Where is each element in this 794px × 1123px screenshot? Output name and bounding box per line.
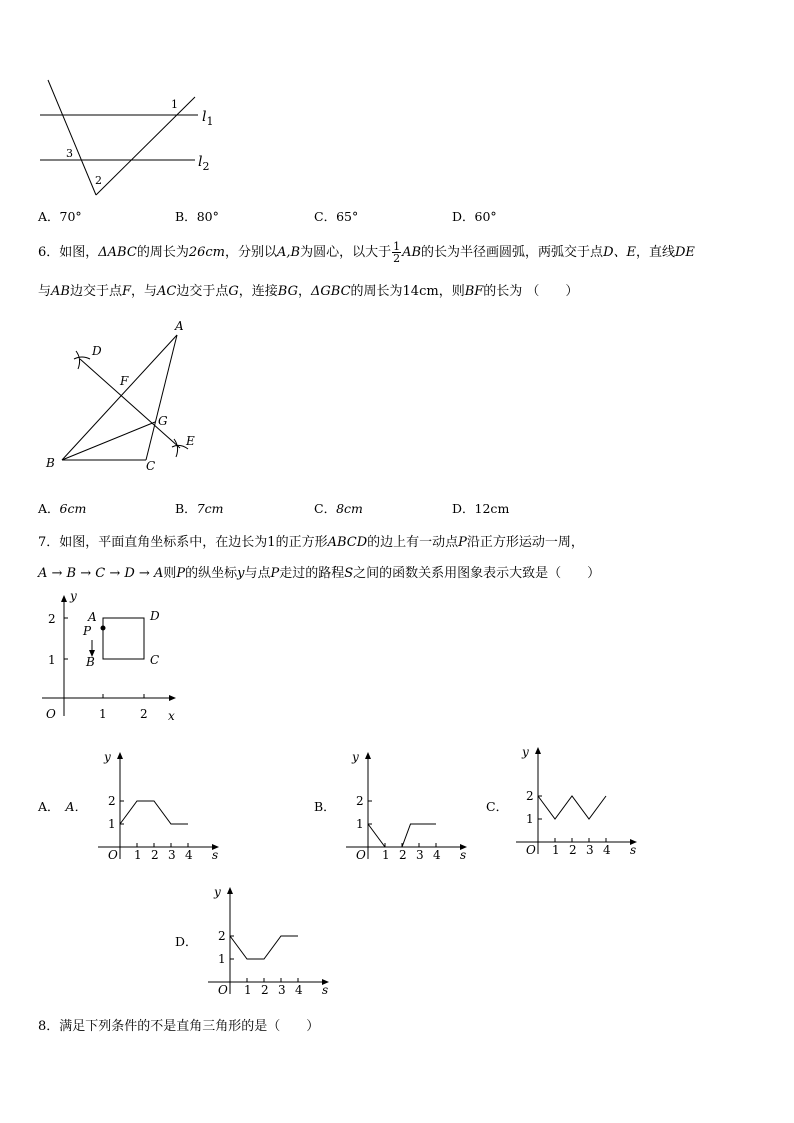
q8-stem: 8．满足下列条件的不是直角三角形的是（ ） (38, 1019, 320, 1034)
y-tick-label-1: 1 (48, 653, 56, 667)
graph-option-a (96, 745, 226, 865)
s-tick-label: 1 (552, 843, 560, 857)
s-tick-label: 4 (185, 848, 193, 862)
square-abcd (103, 618, 144, 659)
s-tick-label: 3 (168, 848, 176, 862)
angle-1-label: 1 (171, 98, 178, 111)
q6-stem-line2: 与AB边交于点F，与AC边交于点G，连接BG，ΔGBC的周长为14cm，则BF的长为 （ ） (38, 284, 579, 299)
point-a-label: A (88, 610, 97, 624)
origin-label: O (356, 848, 366, 862)
arc-e (174, 439, 178, 457)
graph-curve (230, 936, 298, 959)
parallel-lines-figure (30, 75, 230, 200)
q6-option-d[interactable]: D．12cm (452, 501, 510, 516)
transversal-left (48, 80, 96, 195)
origin-label: O (218, 983, 228, 997)
s-tick-label: 4 (433, 848, 441, 862)
point-c-label: C (146, 459, 156, 473)
y-tick-label: 1 (356, 817, 364, 831)
y-label: y (70, 589, 77, 603)
point-p (101, 626, 106, 631)
point-d-label: D (150, 609, 160, 623)
q5-option-b[interactable]: B．80° (175, 209, 219, 224)
q5-option-a[interactable]: A．70° (38, 209, 82, 224)
s-tick-label: 3 (416, 848, 424, 862)
s-tick-label: 3 (278, 983, 286, 997)
q7-stem-line1: 7．如图，平面直角坐标系中，在边长为1的正方形ABCD的边上有一动点P沿正方形运动一周， (38, 535, 584, 550)
arc-d (76, 351, 80, 369)
q7-option-d[interactable]: D． (175, 934, 198, 949)
l1-label: $l_1$ (202, 109, 214, 128)
q5-option-c[interactable]: C．65° (314, 209, 359, 224)
y-label: y (214, 885, 221, 899)
s-tick-label: 2 (399, 848, 407, 862)
point-b-label: B (86, 655, 95, 669)
y-tick-label: 2 (356, 794, 364, 808)
graph-option-c (514, 740, 644, 865)
s-tick-label: 2 (151, 848, 159, 862)
q7-option-c[interactable]: C． (486, 799, 509, 814)
graph-option-d (206, 880, 336, 1000)
origin-label: O (108, 848, 118, 862)
point-c-label: C (150, 653, 160, 667)
x-label: x (168, 709, 175, 723)
q7-option-b[interactable]: B． (314, 799, 336, 814)
arc-d2 (74, 357, 90, 359)
y-tick-label: 1 (526, 812, 534, 826)
s-label: s (460, 848, 467, 862)
y-tick-label: 2 (526, 789, 534, 803)
point-b-label: B (46, 456, 55, 470)
point-g-label: G (158, 414, 168, 428)
q6-option-c[interactable]: C．8cm (314, 501, 363, 516)
x-tick-label-1: 1 (99, 707, 107, 721)
q6-option-b[interactable]: B．7cm (175, 501, 224, 516)
angle-3-label: 3 (66, 147, 73, 160)
segment-bg (62, 422, 155, 460)
s-tick-label: 1 (244, 983, 252, 997)
s-label: s (630, 843, 637, 857)
q7-option-a[interactable]: A． A． (38, 799, 88, 814)
y-tick-label: 1 (218, 952, 226, 966)
y-label: y (104, 750, 111, 764)
s-tick-label: 2 (569, 843, 577, 857)
y-label: y (352, 750, 359, 764)
graph-curve (120, 801, 188, 824)
origin-label: O (46, 707, 56, 721)
x-tick-label-2: 2 (140, 707, 148, 721)
point-d-label: D (92, 344, 102, 358)
y-tick-label: 1 (108, 817, 116, 831)
side-ab (62, 335, 177, 460)
s-tick-label: 3 (586, 843, 594, 857)
q5-option-d[interactable]: D．60° (452, 209, 497, 224)
angle-2-label: 2 (95, 174, 102, 187)
coordinate-square-figure (40, 588, 190, 728)
s-label: s (212, 848, 219, 862)
point-e-label: E (186, 434, 195, 448)
s-tick-label: 4 (295, 983, 303, 997)
point-p-label: P (83, 624, 92, 638)
y-tick-label-2: 2 (48, 612, 56, 626)
s-tick-label: 2 (261, 983, 269, 997)
origin-label: O (526, 843, 536, 857)
q6-option-a[interactable]: A．6cm (38, 501, 87, 516)
graph-curve (538, 796, 606, 819)
q6-stem-line1: 6．如图，ΔABC的周长为26cm，分别以A,B为圆心，以大于 $\frac{1}{2}$ AB的长为半径画圆弧，两弧交于点D、E，直线DE (38, 240, 695, 265)
s-tick-label: 1 (134, 848, 142, 862)
transversal-right (96, 97, 195, 195)
y-tick-label: 2 (108, 794, 116, 808)
y-tick-label: 2 (218, 929, 226, 943)
graph-option-b (344, 745, 474, 865)
point-f-label: F (120, 374, 129, 388)
triangle-construction-figure (40, 315, 210, 475)
y-label: y (522, 745, 529, 759)
q7-stem-line2: A → B → C → D → A则P的纵坐标y与点P走过的路程S之间的函数关系用图象表示大致是（ ） (38, 566, 601, 581)
s-tick-label: 4 (603, 843, 611, 857)
line-de (80, 359, 180, 448)
fraction-one-half: $\frac{1}{2}$ (393, 240, 401, 265)
s-tick-label: 1 (382, 848, 390, 862)
point-a-label: A (175, 319, 184, 333)
l2-label: $l_2$ (198, 154, 210, 173)
s-label: s (322, 983, 329, 997)
